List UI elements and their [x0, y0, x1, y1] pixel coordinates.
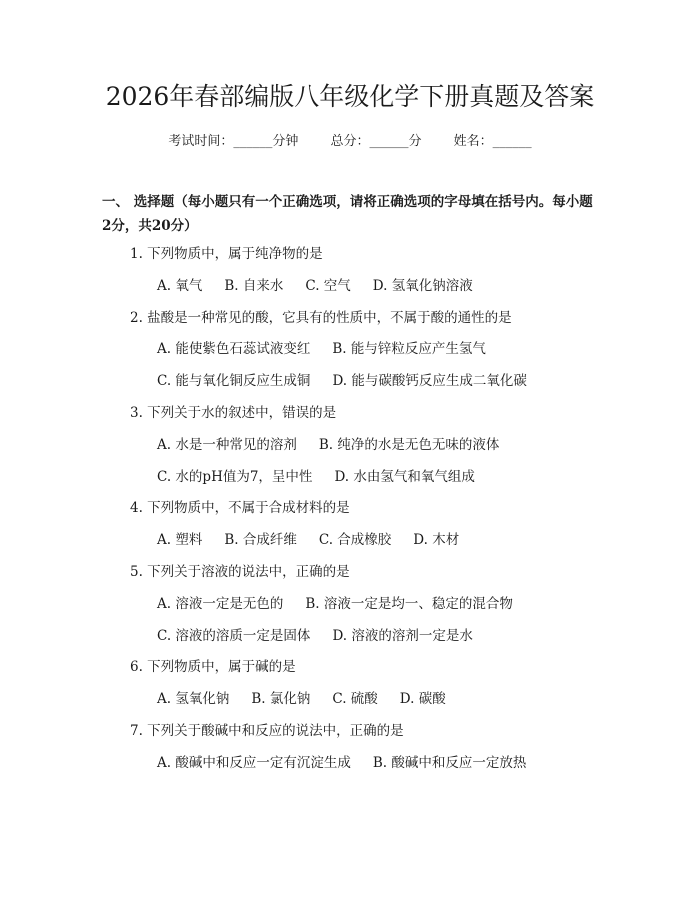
student-name: 姓名：______ — [453, 134, 532, 149]
answer-option: D. 溶液的溶剂一定是水 — [332, 627, 473, 644]
question-stem: 4. 下列物质中，不属于合成材料的是 — [130, 500, 350, 517]
section-heading: 一、 选择题（每小题只有一个正确选项，请将正确选项的字母填在括号内。每小题2分，共20分） — [102, 194, 593, 234]
answer-option: C. 能与氧化铜反应生成铜 — [157, 373, 311, 390]
answer-option: C. 合成橡胶 — [318, 532, 392, 549]
answer-option: B. 纯净的水是无色无味的液体 — [318, 436, 500, 453]
option-row — [157, 626, 495, 646]
answer-option: D. 水由氢气和氧气组成 — [334, 468, 475, 485]
option-row — [157, 276, 495, 296]
answer-option: C. 空气 — [305, 277, 351, 294]
page-title: 2026年春部编版八年级化学下册真题及答案 — [105, 82, 595, 111]
exam-info — [0, 132, 700, 152]
answer-option: B. 氯化钠 — [251, 691, 311, 708]
answer-option: C. 溶液的溶质一定是固体 — [157, 627, 311, 644]
answer-option: A. 塑料 — [157, 532, 203, 549]
question-stem: 7. 下列关于酸碱中和反应的说法中，正确的是 — [130, 723, 404, 739]
answer-option: B. 酸碱中和反应一定放热 — [372, 754, 527, 771]
answer-option: B. 合成纤维 — [224, 532, 297, 549]
option-row — [157, 467, 497, 487]
answer-option: A. 水是一种常见的溶剂 — [157, 436, 297, 453]
option-row — [157, 689, 468, 709]
option-row — [157, 530, 481, 550]
answer-option: A. 能使紫色石蕊试液变红 — [157, 341, 311, 358]
answer-option: D. 木材 — [413, 532, 460, 549]
answer-option: A. 氧气 — [157, 277, 203, 294]
answer-option: C. 水的pH值为7，呈中性 — [157, 468, 313, 485]
answer-option: D. 碳酸 — [399, 691, 446, 708]
option-row — [157, 753, 548, 773]
answer-option: C. 硫酸 — [332, 691, 378, 708]
option-row — [157, 371, 549, 391]
question-stem: 1. 下列物质中，属于纯净物的是 — [130, 246, 323, 262]
option-row — [157, 435, 521, 455]
answer-option: B. 溶液一定是均一、稳定的混合物 — [305, 595, 513, 612]
answer-option: A. 氢氧化钠 — [157, 691, 230, 708]
option-row — [157, 339, 508, 359]
answer-option: A. 酸碱中和反应一定有沉淀生成 — [157, 754, 351, 771]
answer-option: D. 能与碳酸钙反应生成二氧化碳 — [332, 373, 527, 390]
option-row — [157, 594, 535, 614]
question-stem: 6. 下列物质中，属于碱的是 — [130, 659, 296, 676]
answer-option: B. 自来水 — [224, 277, 284, 294]
answer-option: B. 能与锌粒反应产生氢气 — [332, 341, 486, 358]
question-stem: 2. 盐酸是一种常见的酸，它具有的性质中，不属于酸的通性的是 — [130, 309, 512, 326]
exam-time: 考试时间：______分钟 — [168, 134, 299, 149]
total-score: 总分：______分 — [330, 134, 422, 149]
question-stem: 5. 下列关于溶液的说法中，正确的是 — [130, 564, 350, 580]
question-stem: 3. 下列关于水的叙述中，错误的是 — [130, 405, 337, 421]
answer-option: D. 氢氧化钠溶液 — [372, 277, 473, 294]
answer-option: A. 溶液一定是无色的 — [157, 595, 284, 612]
